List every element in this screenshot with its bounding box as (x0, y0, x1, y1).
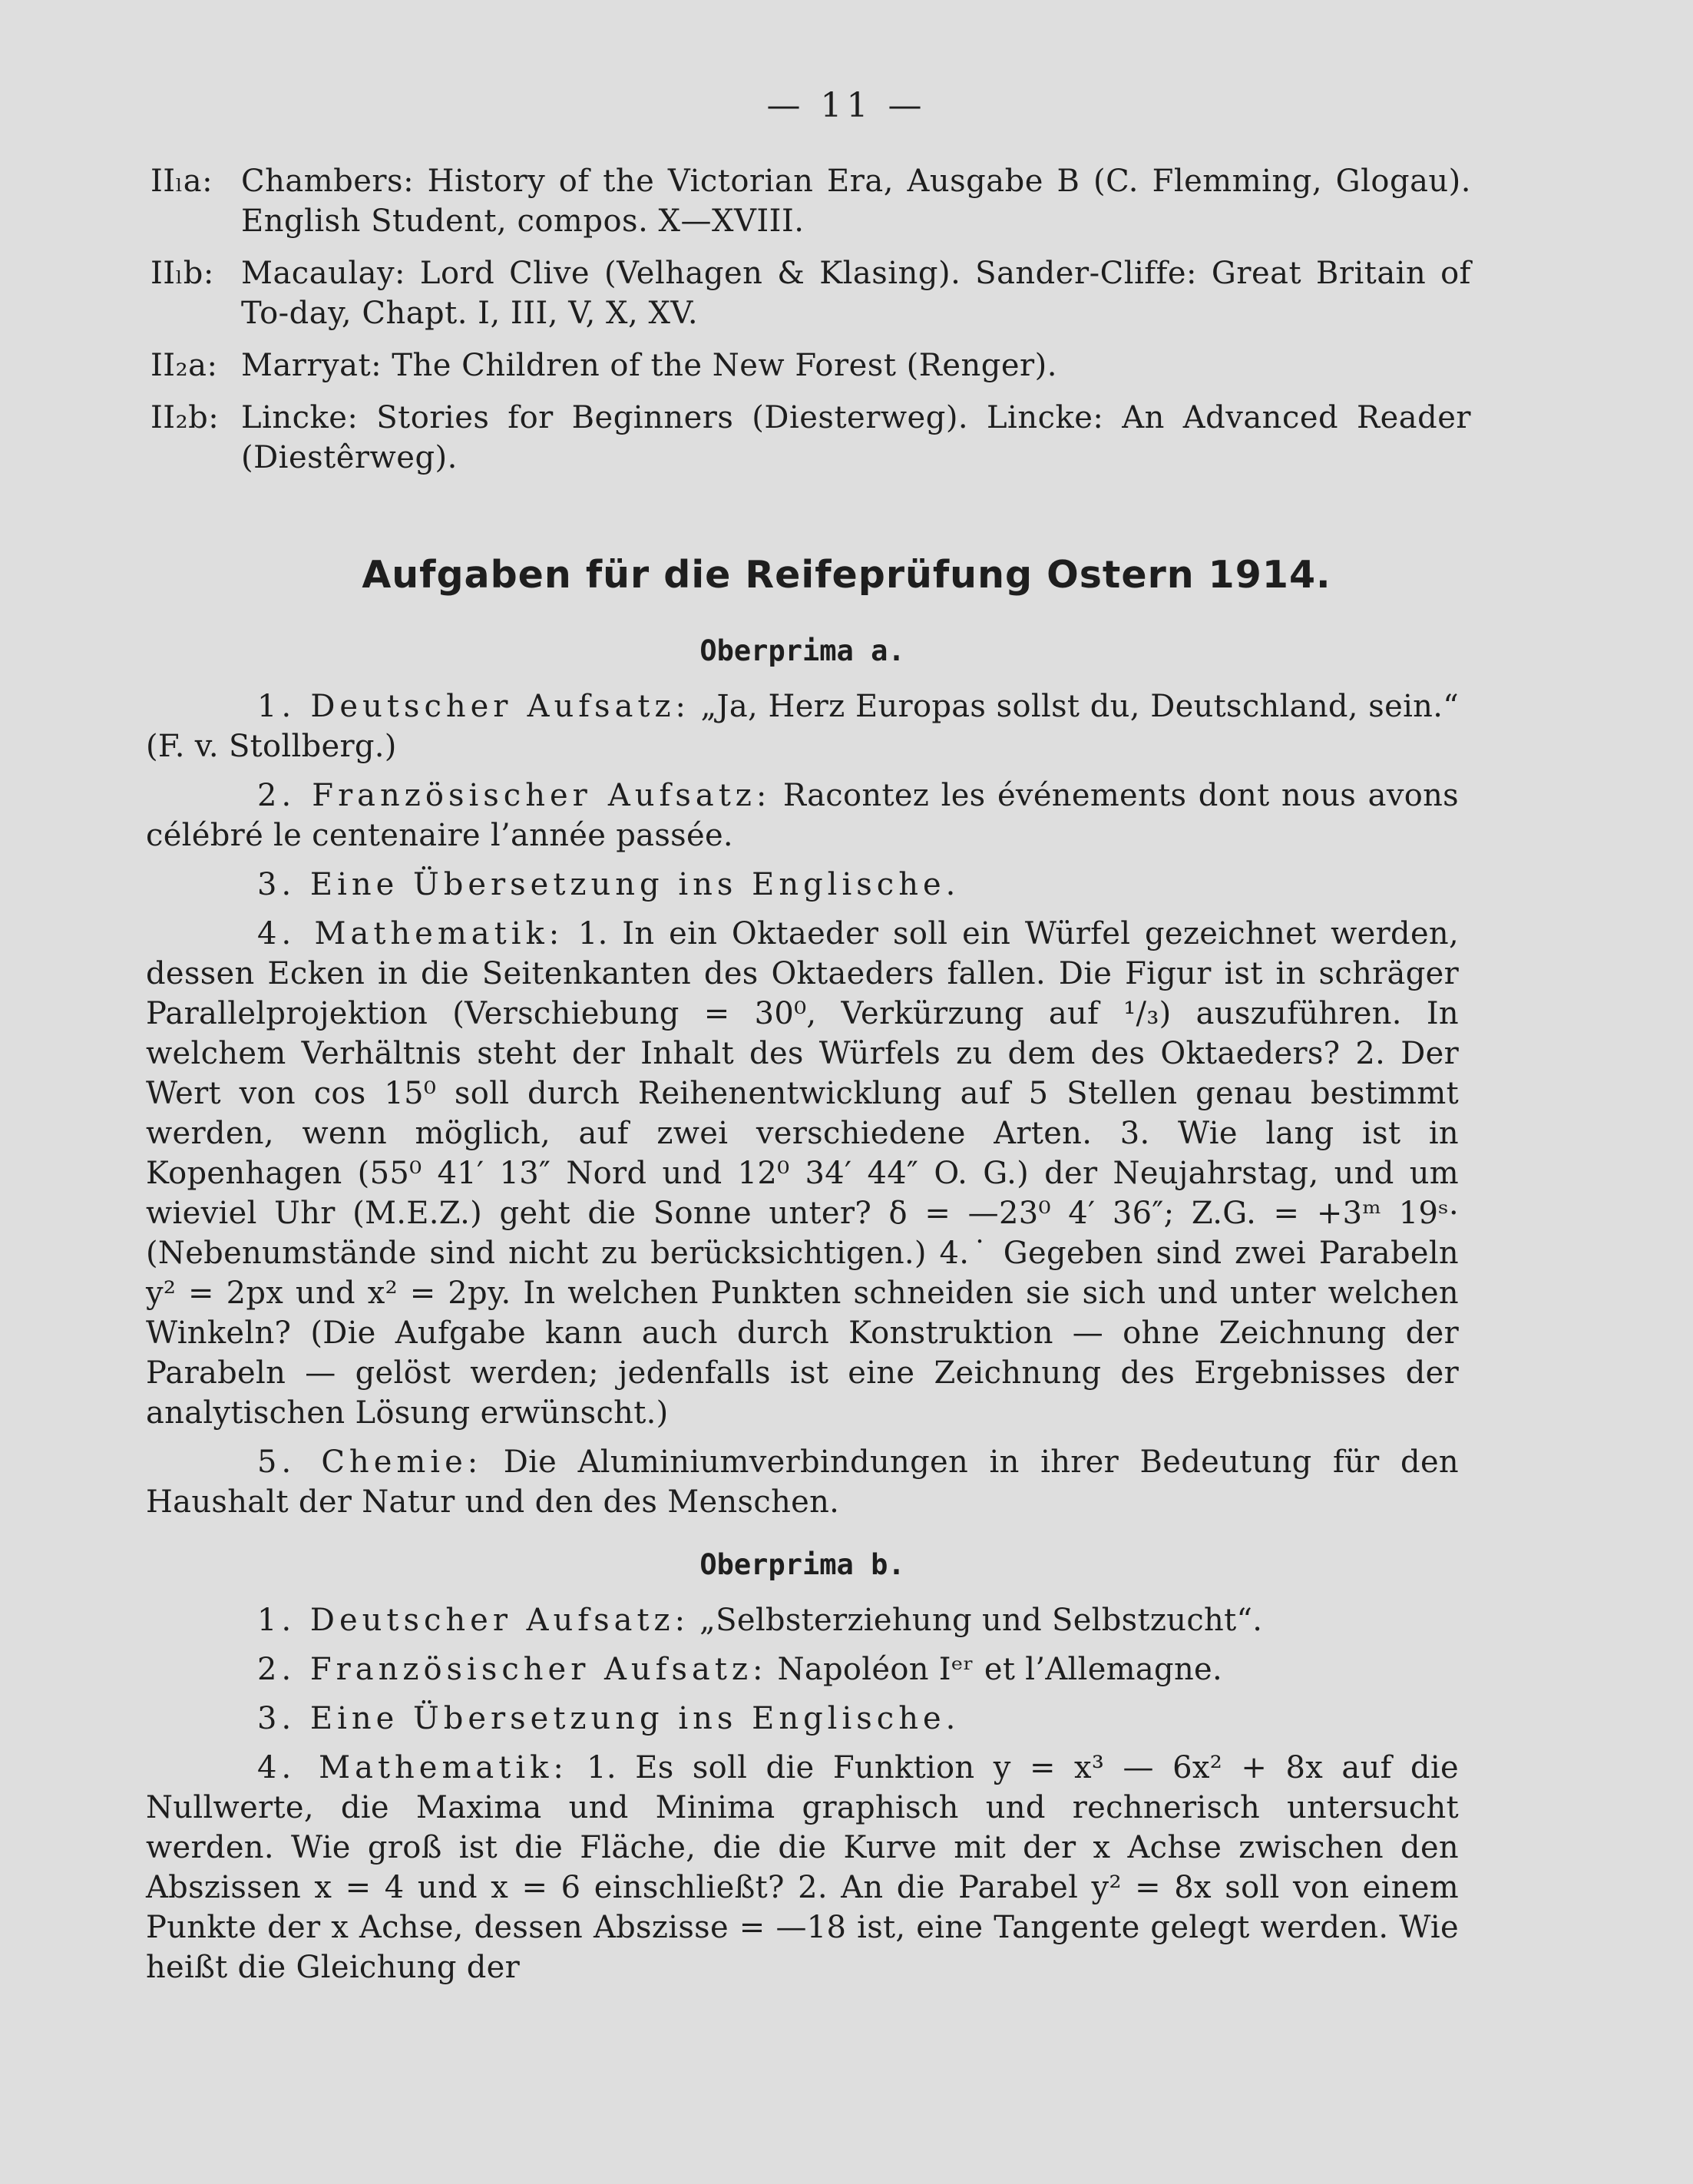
reading-entry (150, 346, 1471, 386)
oberprima-a-heading: Oberprima a. (699, 634, 905, 667)
reading-text: Macaulay: Lord Clive (Velhagen & Klasing). Sander-Cliffe: Great Britain of To-day, Chapt. I, III, V, X, XV. (241, 256, 1471, 331)
exam-item-label: 5. Chemie: (257, 1444, 483, 1480)
exam-item-label: 3. Eine Übersetzung ins Englische. (257, 867, 961, 902)
exam-item-text: Die Aluminiumverbindungen in ihrer Bedeutung für den Haushalt der Natur und den des Menschen. (146, 1444, 1459, 1520)
exam-item (146, 914, 1459, 1433)
exam-item (146, 1442, 1459, 1522)
class-label: II₂a: (150, 348, 218, 383)
class-label: II₂b: (150, 400, 220, 435)
reading-text: Chambers: History of the Victorian Era, Ausgabe B (C. Flemming, Glogau). English Student, compos. X—XVIII. (241, 164, 1471, 239)
exam-item (146, 1650, 1459, 1689)
exam-item (146, 865, 1459, 905)
reading-list (150, 161, 1471, 490)
oberprima-b-heading: Oberprima b. (699, 1548, 905, 1581)
exam-item (146, 687, 1459, 766)
reading-entry (150, 253, 1471, 333)
exam-item-text: „Ja, Herz Europas sollst du, Deutschland, sein.“ (F. v. Stollberg.) (146, 689, 1460, 764)
reading-entry (150, 161, 1471, 241)
exam-item-text: 1. Es soll die Funktion y = x³ — 6x² + 8x auf die Nullwerte, die Maxima und Minima graphisch und rechnerisch untersucht werden. Wie groß ist die Fläche, die die Kurve mit der x Achse zwischen den Abszissen x = 4 und x = 6 einschließt? 2. An die Parabel y² = 8x soll von einem Punkte der x Achse, dessen Abszisse = —18 ist, eine Tangente gelegt werden. Wie heißt die Gleichung der (146, 1750, 1459, 1985)
section-heading: Aufgaben für die Reifeprüfung Ostern 1914. (362, 553, 1331, 597)
exam-item-label: 1. Deutscher Aufsatz: (257, 1603, 690, 1638)
exam-item-text: Napoléon Iᵉʳ et l’Allemagne. (777, 1652, 1223, 1687)
exam-item-label: 2. Französischer Aufsatz: (257, 1652, 768, 1687)
exam-item (146, 1748, 1459, 1987)
exam-item-label: 1. Deutscher Aufsatz: (257, 689, 691, 724)
oberprima-a-section (146, 630, 1459, 1531)
class-label: IIₗa: (150, 164, 213, 199)
reading-text: Marryat: The Children of the New Forest (Renger). (241, 348, 1057, 383)
oberprima-b-section (146, 1544, 1459, 1997)
exam-item-text: 1. In ein Oktaeder soll ein Würfel gezeichnet werden, dessen Ecken in die Seitenkanten des Oktaeders fallen. Die Figur ist in schräger Parallelprojektion (Verschiebung = 30⁰, Verkürzung auf ¹/₃) auszuführen. In welchem Verhältnis steht der Inhalt des Würfels zu dem des Oktaeders? 2. Der Wert von cos 15⁰ soll durch Reihenentwicklung auf 5 Stellen genau bestimmt werden, wenn möglich, auf zwei verschiedene Arten. 3. Wie lang ist in Kopenhagen (55⁰ 41′ 13″ Nord und 12⁰ 34′ 44″ O. G.) der Neujahrstag, und um wieviel Uhr (M.E.Z.) geht die Sonne unter? δ = —23⁰ 4′ 36″; Z.G. = +3ᵐ 19ˢ· (Nebenumstände sind nicht zu berücksichtigen.) 4.˙ Gegeben sind zwei Parabeln y² = 2px und x² = 2py. In welchen Punkten schneiden sie sich und unter welchen Winkeln? (Die Aufgabe kann auch durch Konstruktion — ohne Zeichnung der Parabeln — gelöst werden; jedenfalls ist eine Zeichnung des Ergebnisses der analytischen Lösung erwünscht.) (146, 916, 1459, 1431)
class-label: IIₗb: (150, 256, 214, 291)
exam-item-label: 3. Eine Übersetzung ins Englische. (257, 1701, 961, 1736)
reading-entry (150, 398, 1471, 478)
page-number: — 11 — (766, 86, 927, 125)
exam-item (146, 1600, 1459, 1640)
exam-item-label: 2. Französischer Aufsatz: (257, 778, 772, 813)
reading-text: Lincke: Stories for Beginners (Diesterweg). Lincke: An Advanced Reader (Diestêrweg). (241, 400, 1471, 475)
exam-item-label: 4. Mathematik: (257, 1750, 568, 1785)
exam-item-text: Racontez les événements dont nous avons célébré le centenaire l’année passée. (146, 778, 1459, 853)
exam-item (146, 776, 1459, 855)
exam-item-text: „Selbsterziehung und Selbstzucht“. (699, 1603, 1263, 1638)
exam-item (146, 1699, 1459, 1739)
exam-item-label: 4. Mathematik: (257, 916, 564, 951)
